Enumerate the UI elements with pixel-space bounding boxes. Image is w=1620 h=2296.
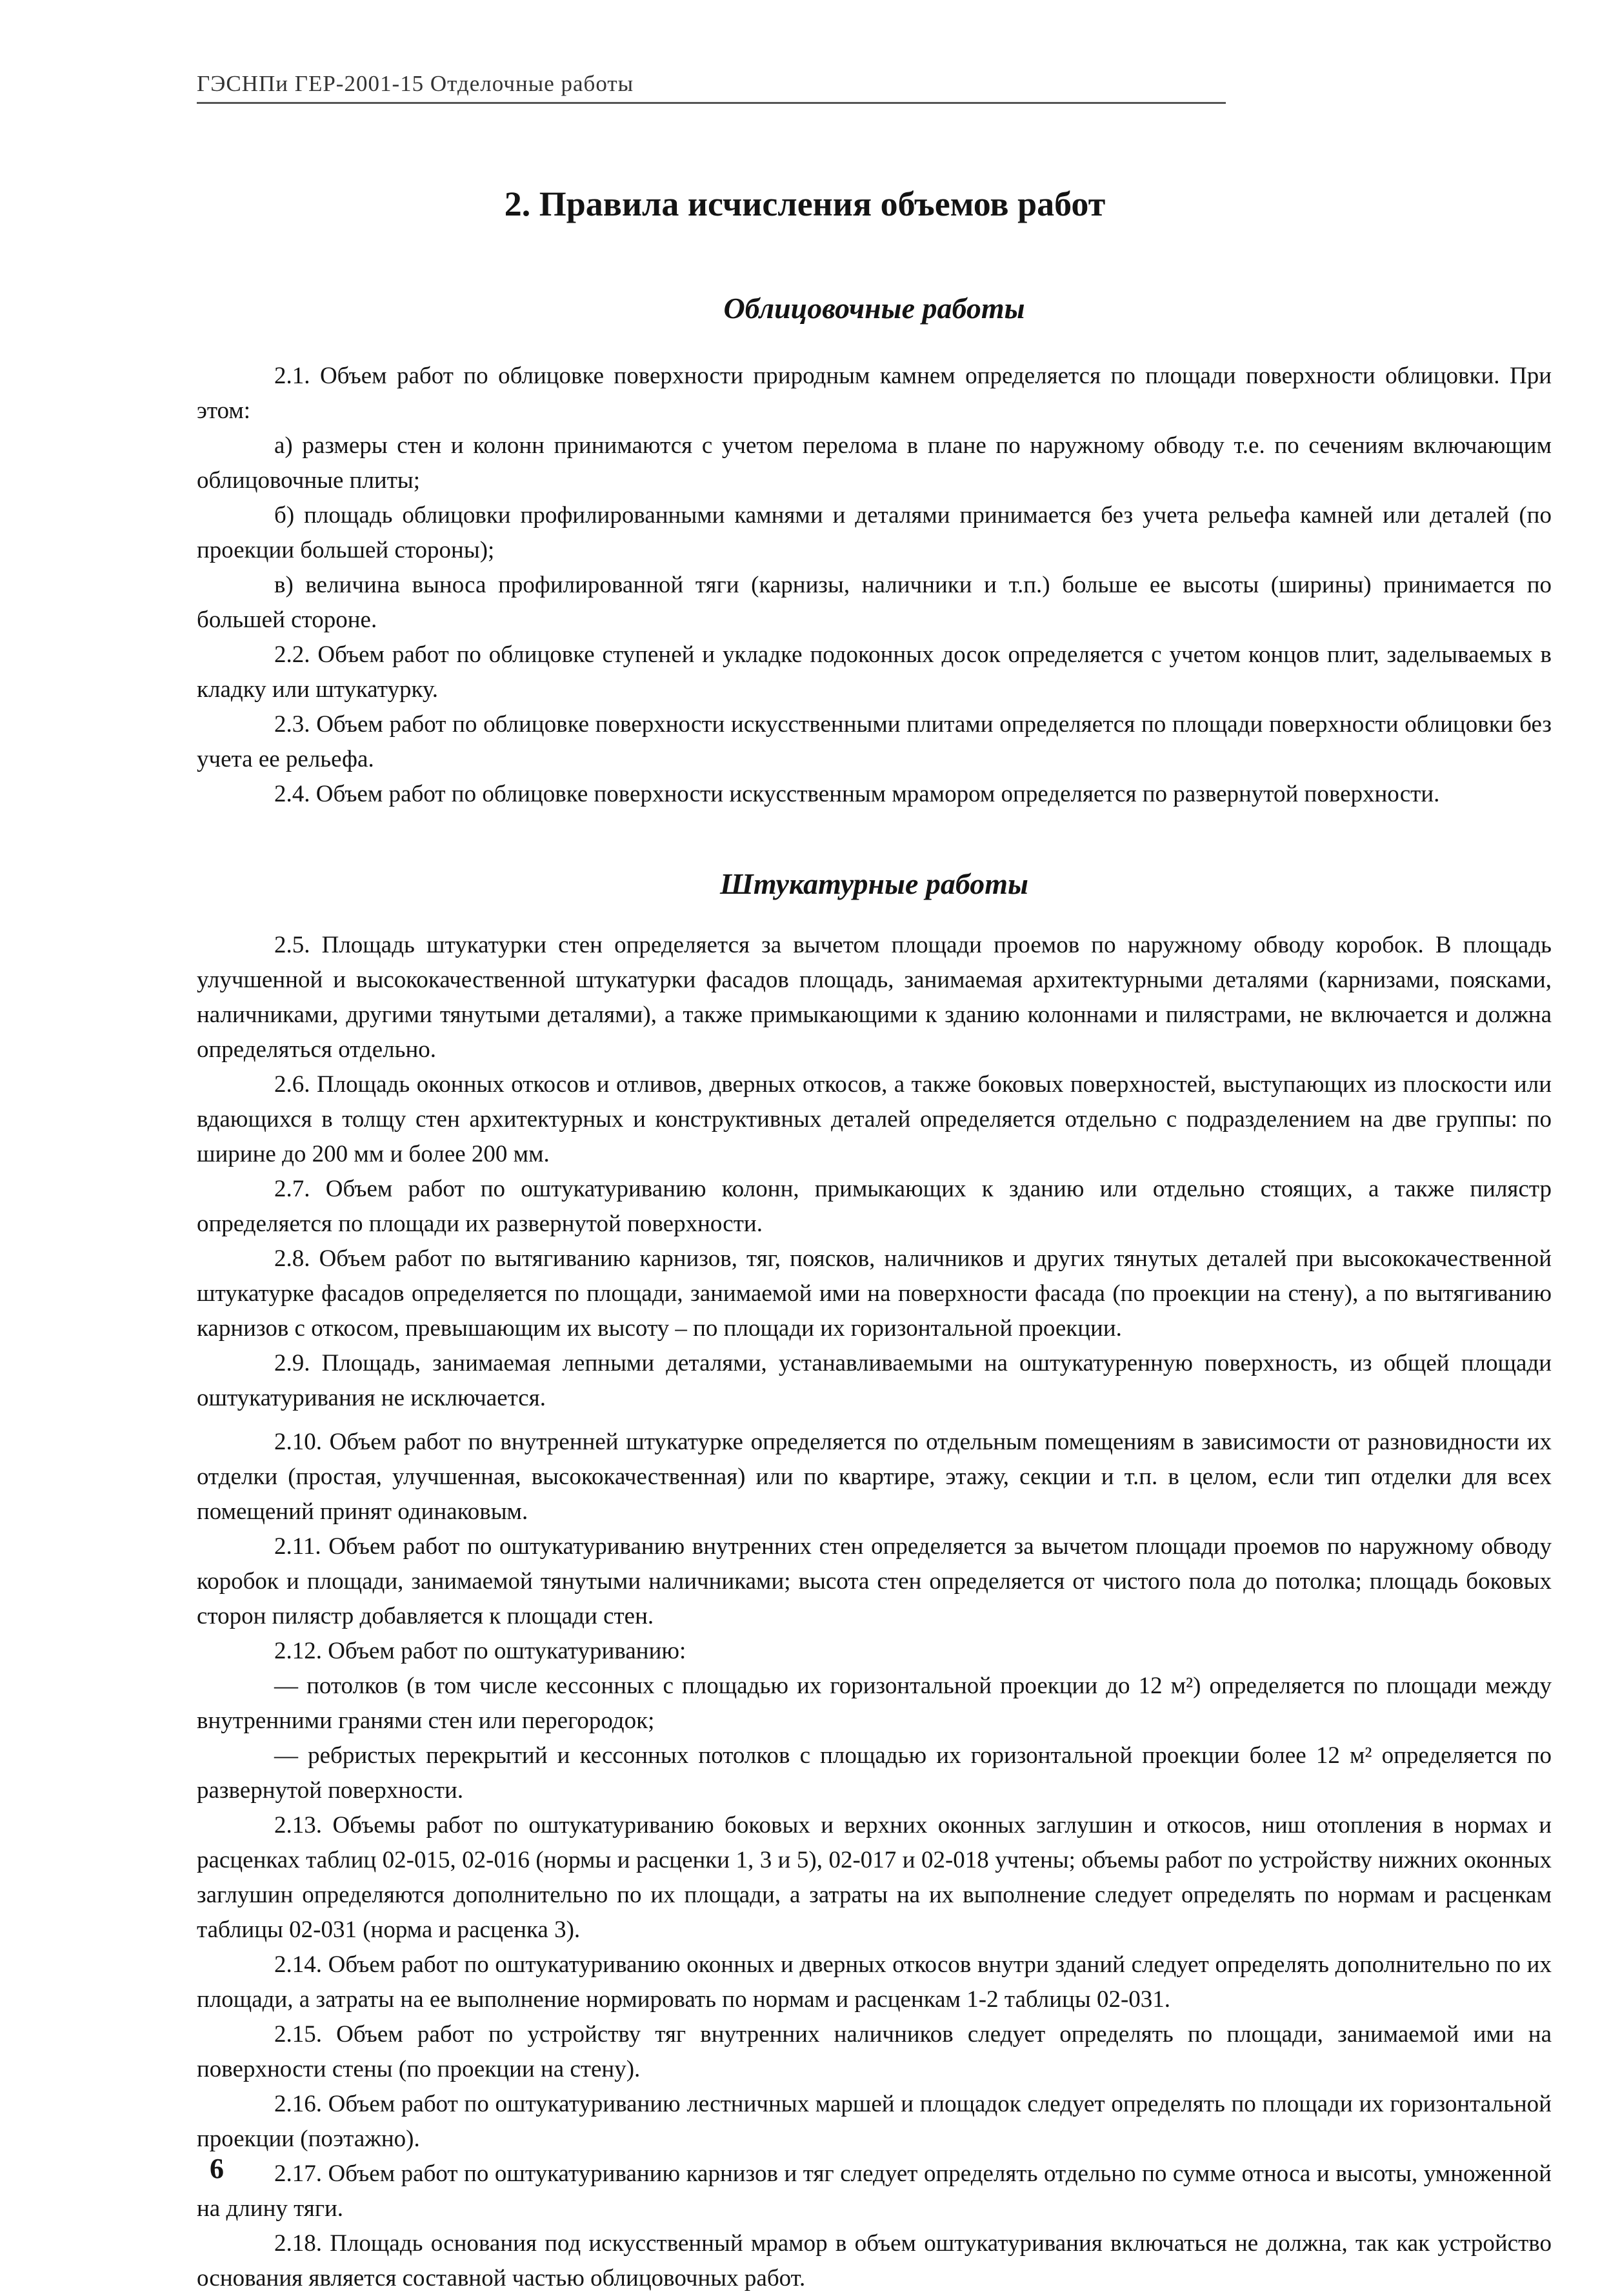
paragraph: 2.2. Объем работ по облицовке ступеней и укладке подоконных досок определяется с учетом концов плит, заделываемых в кладку или штукатурку. [197, 641, 1552, 703]
paragraph: 2.14. Объем работ по оштукатуриванию оконных и дверных откосов внутри зданий следует определять дополнительно по их площади, а затраты на ее выполнение нормировать по нормам и расценкам 1-2 таблицы 02-031. [197, 1951, 1552, 2013]
paragraph: 2.18. Площадь основания под искусственный мрамор в объем оштукатуривания включаться не должна, так как устройство основания является составной частью облицовочных работ. [197, 2230, 1552, 2291]
running-header: ГЭСНПи ГЕР-2001-15 Отделочные работы [197, 71, 634, 96]
paragraph: а) размеры стен и колонн принимаются с учетом перелома в плане по наружному обводу т.е. по сечениям включающим облицовочные плиты; [197, 432, 1552, 494]
paragraph: 2.10. Объем работ по внутренней штукатурке определяется по отдельным помещениям в зависимости от разновидности их отделки (простая, улучшенная, высококачественная) или по квартире, этажу, секции и т.п. в целом, если тип отделки для всех помещений принят одинаковым. [197, 1429, 1552, 1525]
paragraph: — ребристых перекрытий и кессонных потолков с площадью их горизонтальной проекции более 12 м² определяется по развернутой поверхности. [197, 1742, 1552, 1804]
paragraph: 2.3. Объем работ по облицовке поверхности искусственными плитами определяется по площади поверхности облицовки без учета ее рельефа. [197, 711, 1552, 772]
paragraph: 2.12. Объем работ по оштукатуриванию: [274, 1638, 686, 1664]
paragraph: 2.6. Площадь оконных откосов и отливов, дверных откосов, а также боковых поверхностей, выступающих из плоскости или вдающихся в толщу стен архитектурных и конструктивных деталей определяется отдельно с подразделением на две группы: по ширине до 200 мм и более 200 мм. [197, 1071, 1552, 1167]
paragraph: 2.5. Площадь штукатурки стен определяется за вычетом площади проемов по наружному обводу коробок. В площадь улучшенной и высококачественной штукатурки фасадов площадь, занимаемая архитектурными деталями (карнизами, поясками, наличниками, другими тянутыми деталями), а также примыкающими к зданию колоннами и пилястрами, не включается и должна определяться отдельно. [197, 932, 1552, 1063]
document-body [197, 258, 1552, 2296]
paragraph: 2.4. Объем работ по облицовке поверхности искусственным мрамором определяется по развернутой поверхности. [274, 781, 1440, 807]
section-heading-plaster: Штукатурные работы [720, 867, 1028, 900]
paragraph: 2.16. Объем работ по оштукатуриванию лестничных маршей и площадок следует определять по площади их горизонтальной проекции (поэтажно). [197, 2091, 1552, 2152]
paragraph: 2.9. Площадь, занимаемая лепными деталями, устанавливаемыми на оштукатуренную поверхность, из общей площади оштукатуривания не исключается. [197, 1350, 1552, 1411]
page-number: 6 [210, 2153, 224, 2184]
paragraph: б) площадь облицовки профилированными камнями и деталями принимается без учета рельефа камней или деталей (по проекции большей стороны); [197, 502, 1552, 563]
paragraph: 2.15. Объем работ по устройству тяг внутренних наличников следует определять по площади, занимаемой ими на поверхности стены (по проекции на стену). [197, 2021, 1552, 2082]
paragraph: 2.13. Объемы работ по оштукатуриванию боковых и верхних оконных заглушин и откосов, ниш отопления в нормах и расценках таблиц 02-015, 02-016 (нормы и расценки 1, 3 и 5), 02-017 и 02-018 учтены; объемы работ по устройству нижних оконных заглушин определяются дополнительно по их площади, а затраты на их выполнение следует определять по нормам и расценкам таблицы 02-031 (норма и расценка 3). [197, 1812, 1552, 1943]
paragraph: 2.11. Объем работ по оштукатуриванию внутренних стен определяется за вычетом площади проемов по наружному обводу коробок и площади, занимаемой тянутыми наличниками; высота стен определяется от чистого пола до потолка; площадь боковых сторон пилястр добавляется к площади стен. [197, 1533, 1552, 1629]
section-heading-facing: Облицовочные работы [723, 292, 1025, 325]
page-title: 2. Правила исчисления объемов работ [504, 185, 1106, 223]
paragraph: — потолков (в том числе кессонных с площадью их горизонтальной проекции до 12 м²) определяется по площади между внутренними гранями стен или перегородок; [197, 1673, 1552, 1734]
paragraph: в) величина выноса профилированной тяги (карнизы, наличники и т.п.) больше ее высоты (ширины) принимается по большей стороне. [197, 572, 1552, 633]
paragraph: 2.17. Объем работ по оштукатуриванию карнизов и тяг следует определять отдельно по сумме относа и высоты, умноженной на длину тяги. [197, 2160, 1552, 2222]
paragraph: 2.7. Объем работ по оштукатуриванию колонн, примыкающих к зданию или отдельно стоящих, а также пилястр определяется по площади их развернутой поверхности. [197, 1176, 1552, 1237]
paragraph: 2.8. Объем работ по вытягиванию карнизов, тяг, поясков, наличников и других тянутых деталей при высококачественной штукатурке фасадов определяется по площади, занимаемой ими на поверхности фасада (по проекции на стену), а по вытягиванию карнизов с откосом, превышающим их высоту – по площади их горизонтальной проекции. [197, 1245, 1552, 1342]
header-rule [197, 102, 1226, 104]
paragraph: 2.1. Объем работ по облицовке поверхности природным камнем определяется по площади поверхности облицовки. При этом: [197, 363, 1552, 424]
